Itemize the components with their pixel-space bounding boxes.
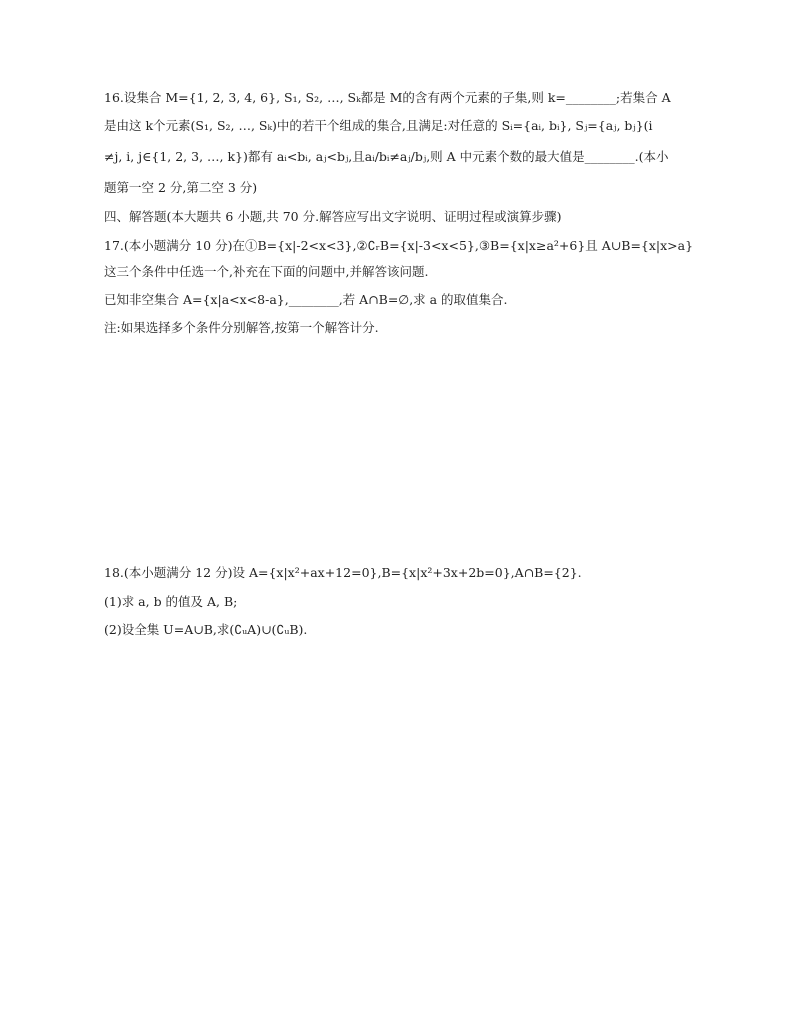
q17-line-1: 17.(本小题满分 10 分)在①B={x|-2<x<3},②∁ᵣB={x|-3<x<5},③B={x|x≥a²+6}且 A∪B={x|x>a}	[104, 238, 694, 253]
q16-line-3: ≠j, i, j∈{1, 2, 3, …, k})都有 aᵢ<bᵢ, aⱼ<bⱼ,且aᵢ/bᵢ≠aⱼ/bⱼ,则 A 中元素个数的最大值是________.(本小	[104, 149, 669, 164]
q16-line-2: 是由这 k个元素(S₁, S₂, …, Sₖ)中的若干个组成的集合,且满足:对任意的 Sᵢ={aᵢ, bᵢ}, Sⱼ={aⱼ, bⱼ}(i	[104, 118, 653, 133]
q18-line-1: 18.(本小题满分 12 分)设 A={x|x²+ax+12=0},B={x|x²+3x+2b=0},A∩B={2}.	[104, 565, 582, 580]
q17-line-3: 已知非空集合 A={x|a<x<8-a},________,若 A∩B=∅,求 a 的取值集合.	[104, 292, 508, 307]
section-4-heading: 四、解答题(本大题共 6 小题,共 70 分.解答应写出文字说明、证明过程或演算步骤)	[104, 209, 562, 224]
q16-line-1: 16.设集合 M={1, 2, 3, 4, 6}, S₁, S₂, …, Sₖ都是 M的含有两个元素的子集,则 k=________;若集合 A	[104, 90, 671, 105]
q17-line-2: 这三个条件中任选一个,补充在下面的问题中,并解答该问题.	[104, 264, 429, 279]
q17-line-4: 注:如果选择多个条件分别解答,按第一个解答计分.	[104, 320, 379, 335]
q16-line-4: 题第一空 2 分,第二空 3 分)	[104, 180, 258, 195]
q18-line-3: (2)设全集 U=A∪B,求(∁ᵤA)∪(∁ᵤB).	[104, 622, 308, 637]
q18-line-2: (1)求 a, b 的值及 A, B;	[104, 594, 238, 609]
